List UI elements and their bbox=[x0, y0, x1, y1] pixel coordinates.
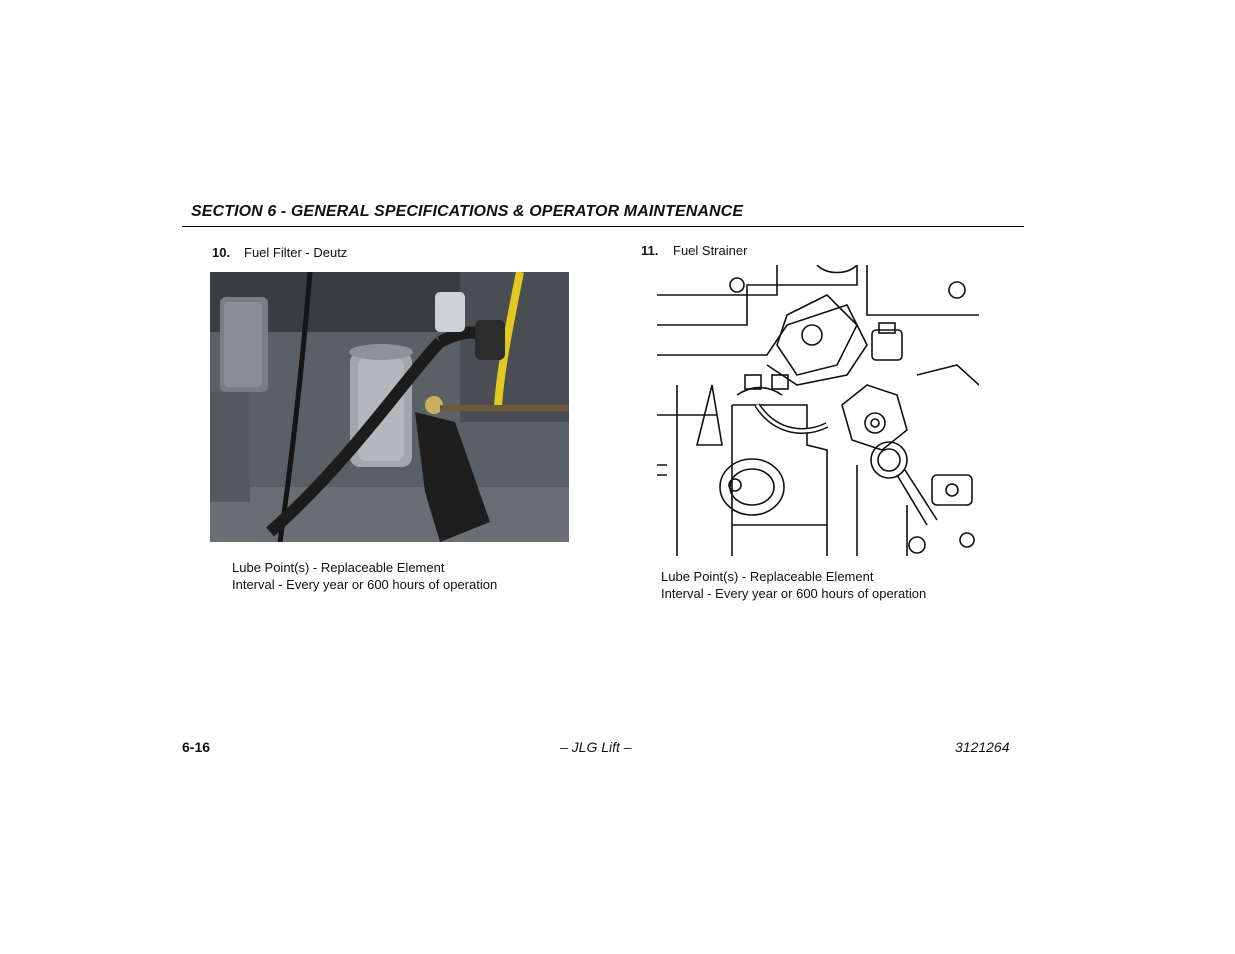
footer-title: – JLG Lift – bbox=[560, 739, 632, 755]
lube-point-text: Lube Point(s) - Replaceable Element bbox=[232, 560, 445, 575]
item-title: Fuel Filter - Deutz bbox=[244, 245, 348, 260]
fuel-strainer-drawing bbox=[657, 265, 979, 556]
item-number: 11. bbox=[641, 243, 659, 258]
section-title: SECTION 6 - GENERAL SPECIFICATIONS & OPERATOR MAINTENANCE bbox=[191, 203, 744, 220]
item-title: Fuel Strainer bbox=[673, 243, 748, 258]
fuel-filter-photo bbox=[210, 272, 569, 542]
item-10-caption bbox=[232, 559, 497, 593]
interval-text: Interval - Every year or 600 hours of operation bbox=[232, 577, 498, 592]
item-11-caption bbox=[661, 568, 926, 602]
document-number: 3121264 bbox=[955, 739, 1010, 755]
item-11-label bbox=[641, 243, 747, 258]
header-rule bbox=[182, 226, 1024, 227]
lube-point-text: Lube Point(s) - Replaceable Element bbox=[661, 569, 874, 584]
item-number: 10. bbox=[212, 245, 231, 260]
item-10-label bbox=[212, 245, 347, 260]
interval-text: Interval - Every year or 600 hours of operation bbox=[661, 586, 927, 601]
page-number: 6-16 bbox=[182, 739, 211, 755]
